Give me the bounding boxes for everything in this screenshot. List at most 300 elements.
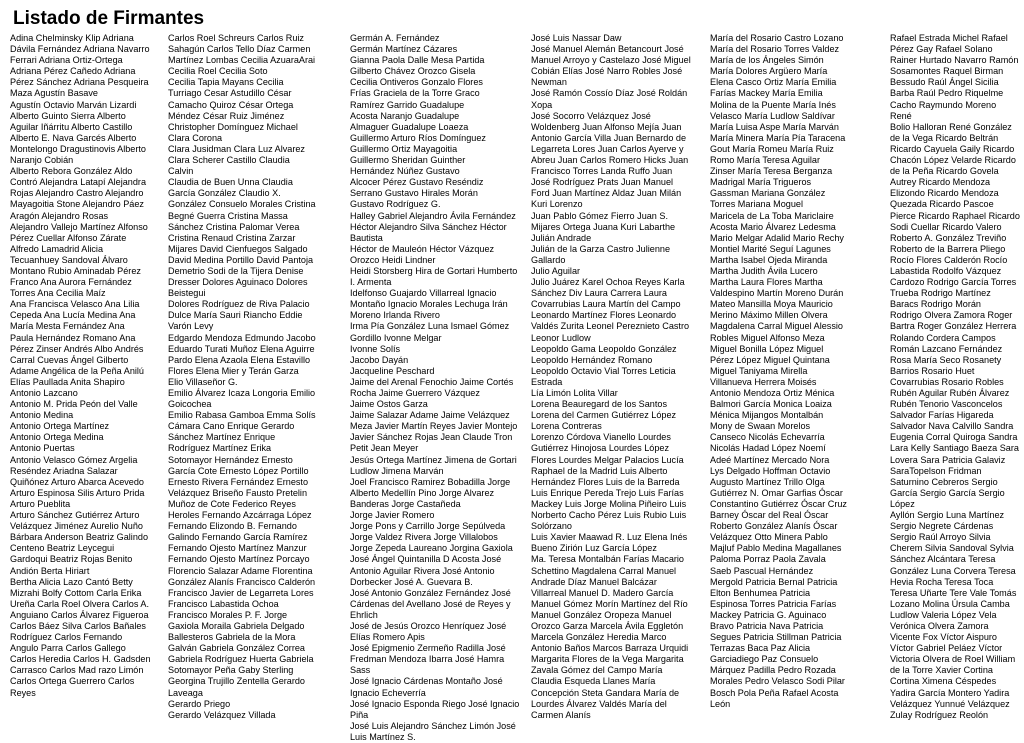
signatory-line: Victoria Olvera de Roel William xyxy=(890,654,1016,665)
signatory-line: Cecilia Ontiveros Gonzalo Flores xyxy=(350,77,483,88)
signatory-line: Halley Gabriel Alejandro Ávila Fernández xyxy=(350,210,516,221)
signatory-line: Mayagoitia Stone Alejandro Páez xyxy=(10,199,144,210)
signatory-line: Arturo Espinosa Silis Arturo Prida xyxy=(10,487,145,498)
signatory-line: Manuel González Oropeza Manuel xyxy=(531,609,672,620)
signatory-line: Cortina Ximena Céspedes xyxy=(890,676,997,687)
signatory-line: Gustavo Rodríguez G. xyxy=(350,199,441,210)
signatory-line: Verónica Olvera Zamora xyxy=(890,620,989,631)
signatory-line: León xyxy=(710,698,731,709)
signatory-line: Sotomayor Hernández Ernesto xyxy=(168,454,293,465)
signatory-line: García Cote Ernesto López Portillo xyxy=(168,465,309,476)
signatory-line: Emilio Álvarez Icaza Longoria Emilio xyxy=(168,388,316,398)
signatory-line: Martha Isabel Ojeda Miranda xyxy=(710,254,828,265)
signatory-line: Petit Jean Meyer xyxy=(350,443,419,454)
signatory-line: Almaguer Guadalupe Loaeza xyxy=(350,121,469,132)
signatory-line: Arturo Pueblita xyxy=(10,498,71,509)
signatories-column-2 xyxy=(168,33,340,720)
signatory-line: Hernández Flores Luis de la Barreda xyxy=(531,476,680,487)
signatory-line: Ludlow Jimena Marván xyxy=(350,465,444,476)
signatory-line: Pérez Zinser Andrés Albo Andrés xyxy=(10,343,144,354)
signatory-line: José Socorro Velázquez José xyxy=(531,110,651,121)
signatory-line: Edgardo Mendoza Edmundo Jacobo xyxy=(168,332,316,343)
signatory-line: I. Armenta xyxy=(350,277,392,288)
signatory-line: Robles Miguel Alfonso Meza xyxy=(710,332,825,343)
signatory-line: Francisco Torres Landa Ruffo Juan xyxy=(531,166,673,177)
signatory-line: Jesús Ortega Martínez Jimena de Gortari xyxy=(350,454,517,465)
signatory-line: Paloma Porraz Paola Zavala xyxy=(710,554,826,565)
signatory-line: Alberto Rebora González Aldo xyxy=(10,166,133,177)
signatory-line: Clara Jusidman Clara Luz Alvarez xyxy=(168,143,305,154)
signatory-line: Carlos Báez Silva Carlos Bañales xyxy=(10,620,146,631)
signatory-line: Gaxiola Moraila Gabriela Delgado xyxy=(168,620,305,631)
signatory-line: Segues Patricia Stillman Patricia xyxy=(710,632,842,643)
signatory-line: Sánchez Cristina Palomar Verea xyxy=(168,221,300,232)
signatory-line: Franco Ana Aurora Fernández xyxy=(10,277,132,288)
signatories-columns xyxy=(0,33,1024,742)
signatory-line: Rafael Estrada Michel Rafael xyxy=(890,33,1008,43)
signatory-line: Román Lazcano Fernández xyxy=(890,343,1003,354)
signatory-line: Augusto Martínez Trillo Olga xyxy=(710,476,825,487)
signatory-line: Francisco Morales P. F. Jorge xyxy=(168,609,288,620)
signatory-line: Luis Martínez S. xyxy=(350,731,416,742)
signatory-line: Montaño Ignacio Morales Lechuga Irán xyxy=(350,299,508,310)
signatory-line: Rainer Hurtado Navarro Ramón xyxy=(890,55,1019,66)
signatory-line: Hevia Rocha Teresa Toca xyxy=(890,576,994,587)
signatory-line: Cacho Raymundo Moreno René xyxy=(890,99,997,121)
signatory-line: Lourdes Álvarez Valdés María del xyxy=(531,698,667,709)
signatory-line: Heroles Fernando Azcárraga López xyxy=(168,510,312,521)
signatory-line: María Minera María Pía Taracena xyxy=(710,132,846,143)
signatory-line: Sergio Negrete Cárdenas xyxy=(890,521,994,532)
signatory-line: Canseco Nicolás Echevarría xyxy=(710,432,825,443)
signatory-line: Gianna Paola Dalle Mesa Partida xyxy=(350,55,485,66)
signatory-line: Ford Juan Martínez Aldaz Juan Milán xyxy=(531,188,682,199)
signatory-line: José Epigmenio Zermeño Radilla José xyxy=(350,643,506,654)
signatory-line: González Consuelo Morales Cristina xyxy=(168,199,316,210)
signatories-column-1 xyxy=(10,33,160,698)
signatory-line: Saturnino Cebreros Sergio xyxy=(890,476,998,487)
signatory-line: Julián Andrade xyxy=(531,232,592,243)
signatory-line: Gerardo Velázquez Villada xyxy=(168,709,276,720)
signatory-line: Manuel Arroyo y Castelazo José Miguel xyxy=(531,55,691,66)
signatory-line: Sosamontes Raquel Birman xyxy=(890,66,1004,77)
signatory-line: Elías Paullada Anita Shapiro xyxy=(10,376,125,387)
signatory-line: Gassman Mariana González xyxy=(710,188,826,199)
signatory-line: Ricardo Cayuela Gaily Ricardo xyxy=(890,143,1015,154)
signatory-line: Ferrari Adriana Ortiz-Ortega xyxy=(10,55,123,66)
signatory-line: Camacho Quiroz César Ortega xyxy=(168,99,294,110)
signatory-line: Bárbara Anderson Beatriz Galindo xyxy=(10,532,149,543)
signatory-line: Bravo Patricia Nava Patricia xyxy=(710,620,824,631)
signatory-line: Garciadiego Paz Consuelo xyxy=(710,654,819,665)
signatory-line: Fernando Ojesto Martínez Manzur xyxy=(168,543,307,554)
signatory-line: Estrada xyxy=(531,376,563,387)
signatory-line: Paula Hernández Romano Ana xyxy=(10,332,136,343)
signatory-line: Elías Romero Apis xyxy=(350,632,425,643)
signatory-line: Acosta Naranjo Guadalupe xyxy=(350,110,460,121)
signatory-line: Carral Cuevas Ángel Gilberto xyxy=(10,354,129,365)
signatory-line: Martha Laura Flores Martha xyxy=(710,277,823,288)
signatory-line: Andrade Díaz Manuel Balcázar xyxy=(531,576,657,587)
signatory-line: Varón Levy xyxy=(168,321,214,332)
signatory-line: Maza Agustín Basave xyxy=(10,88,98,99)
signatory-line: Antonio Lazcano xyxy=(10,388,78,398)
signatory-line: José Luis Alejandro Sánchez Limón José xyxy=(350,720,516,731)
signatory-line: de la Vega Ricardo Beltrán xyxy=(890,132,999,143)
signatory-line: Sass xyxy=(350,665,371,676)
signatory-line: Fernando Elizondo B. Fernando xyxy=(168,521,297,532)
signatory-line: Gutiérrez N. Omar Garfias Óscar xyxy=(710,487,843,498)
document-title: Listado de Firmantes xyxy=(13,8,205,29)
signatory-line: Magdalena Carral Miguel Alessio xyxy=(710,321,843,332)
signatory-line: Turriago Cesar Astudillo César xyxy=(168,88,292,99)
signatory-line: Dolores Rodríguez de Riva Palacio xyxy=(168,299,310,310)
signatory-line: Francisco Javier de Legarreta Lores xyxy=(168,587,314,598)
signatory-line: Flores Elena Mier y Terán Garza xyxy=(168,365,299,376)
signatory-line: Mijares Ortega Juana Kuri Labarthe xyxy=(531,221,676,232)
signatory-line: Antonio M. Prida Peón del Valle xyxy=(10,399,138,410)
signatory-line: Alfredo Lamadrid Alicia xyxy=(10,243,104,254)
signatory-line: José Manuel Alemán Betancourt José xyxy=(531,44,684,55)
signatory-line: Woldenberg Juan Alfonso Mejía Juan xyxy=(531,121,682,132)
signatory-line: Francisco Labastida Ochoa xyxy=(168,598,279,609)
signatory-line: Rolando Cordera Campos xyxy=(890,332,996,343)
signatories-column-5 xyxy=(710,33,882,709)
signatory-line: Barba Raúl Pedro Riquelme xyxy=(890,88,1004,99)
signatory-line: Jorge Zepeda Laureano Jorgina Gaxiola xyxy=(350,543,513,554)
signatory-line: Héctor Alejandro Silva Sánchez Héctor xyxy=(350,221,507,232)
signatory-line: Mario Melgar Adalid Mario Rechy xyxy=(710,232,844,243)
signatory-line: Ana Francisca Velasco Ana Lilia xyxy=(10,299,140,310)
signatory-line: Méndez César Ruiz Jiménez xyxy=(168,110,285,121)
signatory-line: Aguilar Iñárritu Alberto Castillo xyxy=(10,121,133,132)
signatory-line: Aragón Alejandro Rosas xyxy=(10,210,109,221)
signatory-line: Rojas Alejandro Castro Alejandro xyxy=(10,188,144,199)
signatory-line: Elizondo Ricardo Mendoza xyxy=(890,188,999,199)
signatory-line: Balmori García Monica Loaiza xyxy=(710,399,832,410)
signatory-line: Ehrlich xyxy=(350,609,378,620)
signatory-line: SaraTopelson Fridman xyxy=(890,465,982,476)
signatory-line: Germán Martínez Cázares xyxy=(350,44,458,55)
signatory-line: Legarreta Lores Juan Carlos Ayerve y xyxy=(531,143,684,154)
signatory-line: Teresa Uñarte Tere Vale Tomás xyxy=(890,587,1017,598)
signatory-line: Valdés Zurita Leonel Pereznieto Castro xyxy=(531,321,690,332)
signatory-line: Víctor Gabriel Peláez Víctor xyxy=(890,643,1003,654)
signatory-line: Cobián Elías José Narro Robles José xyxy=(531,66,683,77)
signatory-line: Cámara Cano Enrique Gerardo xyxy=(168,421,295,432)
signatory-line: Carrasco Carlos Mad razo Limón xyxy=(10,665,144,676)
signatory-line: Pérez Sánchez Adriana Pesqueira xyxy=(10,77,149,88)
signatory-line: Marcela González Heredia Marco xyxy=(531,632,667,643)
signatory-line: José Ángel Quintanilla D Acosta José xyxy=(350,554,502,565)
signatory-line: María Mesta Fernández Ana xyxy=(10,321,125,332)
signatory-line: Dorbecker José A. Guevara B. xyxy=(350,576,473,587)
signatory-line: Chacón López Velarde Ricardo xyxy=(890,155,1016,166)
signatory-line: Fernando Ojesto Martínez Porcayo xyxy=(168,554,310,565)
signatory-line: Joel Francisco Ramirez Bobadilla Jorge xyxy=(350,476,511,487)
signatory-line: Claudia de Buen Unna Claudia xyxy=(168,177,293,188)
signatory-line: Gordillo Ivonne Melgar xyxy=(350,332,442,343)
signatory-line: Valdespino Martín Moreno Durán xyxy=(710,288,844,299)
signatory-line: José Ignacio Cárdenas Montaño José xyxy=(350,676,503,687)
signatory-line: Florencio Salazar Adame Florentina xyxy=(168,565,313,576)
signatory-line: Antonio Ortega Martínez xyxy=(10,421,110,432)
signatory-line: Labastida Rodolfo Vázquez xyxy=(890,265,1002,276)
signatory-line: Georgina Trujillo Zentella Gerardo xyxy=(168,676,305,687)
signatory-line: Bertha Alicia Lazo Cantó Betty xyxy=(10,576,133,587)
signatory-line: Beistegui xyxy=(168,288,206,299)
signatory-line: Reséndez Ariadna Salazar xyxy=(10,465,118,476)
signatory-line: Covarrubias Laura Martín del Campo xyxy=(531,299,681,310)
signatory-line: Antonio Puertas xyxy=(10,443,75,454)
signatory-line: Gout María Romeu María Ruiz xyxy=(710,143,834,154)
signatory-line: Centeno Beatriz Leycegui xyxy=(10,543,115,554)
signatory-line: Moreno Irlanda Rivero xyxy=(350,310,440,321)
signatory-line: Luis Xavier Maawad R. Luz Elena Inés xyxy=(531,532,688,543)
signatory-line: Christopher Domínguez Michael xyxy=(168,121,298,132)
signatory-line: Javier Sánchez Rojas Jean Claude Tron xyxy=(350,432,513,443)
signatory-line: María Dolores Argüero María xyxy=(710,66,828,77)
signatory-line: Dávila Fernández Adriana Navarro xyxy=(10,44,150,55)
signatory-line: Acosta Mario Álvarez Ledesma xyxy=(710,221,836,232)
signatory-line: Eugenia Corral Quiroga Sandra xyxy=(890,432,1018,443)
signatory-line: Roberto de la Barrera Pliego xyxy=(890,243,1006,254)
signatory-line: José Luis Nassar Daw xyxy=(531,33,622,43)
signatory-line: González Alanís Francisco Calderón xyxy=(168,576,316,587)
signatory-line: Ureña Carla Roel Olvera Carlos A. xyxy=(10,598,149,609)
signatory-line: Rodrigo Olvera Zamora Roger xyxy=(890,310,1013,321)
signatory-line: Agustín Octavio Marván Lizardi xyxy=(10,99,137,110)
signatory-line: Kuri Lorenzo xyxy=(531,199,583,210)
signatory-line: Heidi Storsberg Hira de Gortari Humberto xyxy=(350,265,518,276)
signatory-line: Lía Limón Lolita Villar xyxy=(531,388,618,398)
signatory-line: Saeb Pascual Hernández xyxy=(710,565,814,576)
signatory-line: Elena Casco Ortiz María Emilia xyxy=(710,77,837,88)
signatories-column-3 xyxy=(350,33,524,742)
signatory-line: Villarreal Manuel D. Madero García xyxy=(531,587,674,598)
signatory-line: Cristina Renaud Cristina Zarzar xyxy=(168,232,296,243)
signatory-line: Miguel Bonilla López Miguel xyxy=(710,343,824,354)
signatory-line: Héctor de Mauleón Héctor Vázquez xyxy=(350,243,495,254)
signatory-line: María de los Ángeles Simón xyxy=(710,55,824,66)
signatory-line: Leonardo Martínez Flores Leonardo xyxy=(531,310,677,321)
signatories-column-6 xyxy=(890,33,1020,720)
signatory-line: Montiel Marité Seguí Lagunes xyxy=(710,243,831,254)
signatory-line: José de Jesús Orozco Henríquez José xyxy=(350,620,507,631)
signatory-line: Dresser Dolores Aguinaco Dolores xyxy=(168,277,308,288)
signatory-line: Ma. Teresa Montalbán Farías Macario xyxy=(531,554,684,565)
signatory-line: Claudia Esqueda Llanes María xyxy=(531,676,656,687)
signatory-line: Quezada Ricardo Pascoe xyxy=(890,199,994,210)
signatory-line: Mackey Luis Jorge Molina Piñeiro Luis xyxy=(531,498,687,509)
signatory-line: Goicochea xyxy=(168,399,212,410)
signatory-line: David Medina Portillo David Pantoja xyxy=(168,254,314,265)
signatory-line: Jaime Ostos Garza xyxy=(350,399,428,410)
signatory-line: Carlos Roel Schreurs Carlos Ruiz xyxy=(168,33,304,43)
signatory-line: Martínez Lombas Cecilia AzuaraArai xyxy=(168,55,316,66)
signatory-line: Cepeda Ana Lucía Medina Ana xyxy=(10,310,136,321)
signatory-line: Bueno Zirión Luz García López xyxy=(531,543,657,554)
signatory-line: Leopoldo Gama Leopoldo González xyxy=(531,343,677,354)
signatory-line: Frías Graciela de la Torre Graco xyxy=(350,88,480,99)
signatory-line: Lorena Contreras xyxy=(531,421,602,432)
signatory-line: Espinosa Torres Patricia Farías xyxy=(710,598,837,609)
signatory-line: Antonio Medina xyxy=(10,410,74,421)
signatory-line: María Luisa Aspe María Marván xyxy=(710,121,839,132)
signatory-line: Guillermo Arturo Ríos Domínguez xyxy=(350,132,486,143)
signatory-line: Cardozo Rodrigo García Torres xyxy=(890,277,1017,288)
signatory-line: Angulo Parra Carlos Gallego xyxy=(10,643,126,654)
signatory-line: Bolio Halloran René González xyxy=(890,121,1012,132)
signatory-line: Barrios Rosario Huet xyxy=(890,365,975,376)
signatory-line: Roberto A. González Treviño xyxy=(890,232,1007,243)
signatory-line: Adame Angélica de la Peña Anilú xyxy=(10,365,144,376)
signatory-line: Idelfonso Guajardo Villarreal Ignacio xyxy=(350,288,497,299)
signatory-line: Pérez Cuellar Alfonso Zárate xyxy=(10,232,127,243)
signatory-line: José Antonio González Fernández José xyxy=(350,587,511,598)
signatory-line: Antonio Aguilar Rivera José Antonio xyxy=(350,565,495,576)
signatory-line: Emilio Rabasa Gamboa Emma Solís xyxy=(168,410,316,421)
signatory-line: Pérez Gay Rafael Solano xyxy=(890,44,993,55)
signatory-line: Guillermo Ortiz Mayagoitia xyxy=(350,143,458,154)
signatory-line: Leopoldo Hernández Romano xyxy=(531,354,653,365)
signatory-line: Demetrio Sodi de la Tijera Denise xyxy=(168,265,304,276)
signatory-line: Miguel Taniyama Mirella xyxy=(710,365,808,376)
signatory-line: Hernández Núñez Gustavo xyxy=(350,166,460,177)
signatory-line: Juan Pablo Gómez Fierro Juan S. xyxy=(531,210,668,221)
signatory-line: Zavala Gómez del Campo María xyxy=(531,665,663,676)
signatory-line: Rosa María Seco Rosanety xyxy=(890,354,1002,365)
signatory-line: Concepción Steta Gandara María de xyxy=(531,687,680,698)
signatory-line: Gerardo Priego xyxy=(168,698,231,709)
signatory-line: Farías Mackey María Emilia xyxy=(710,88,823,99)
signatory-line: Clara Scherer Castillo Claudia xyxy=(168,155,290,166)
signatory-line: de la Torre Xavier Cortina xyxy=(890,665,993,676)
signatory-line: Rocha Jaime Guerrero Vázquez xyxy=(350,388,480,398)
signatory-line: Clara Corona xyxy=(168,132,223,143)
signatory-line: Jorge Valdez Rivera Jorge Villalobos xyxy=(350,532,498,543)
signatory-line: María del Rosario Castro Lozano xyxy=(710,33,844,43)
signatory-line: Pierce Ricardo Raphael Ricardo xyxy=(890,210,1020,221)
signatory-line: Cecilia Roel Cecilia Soto xyxy=(168,66,268,77)
signatory-line: Sotomayor Peña Gaby Sterling xyxy=(168,665,294,676)
signatory-line: Jacqueline Peschard xyxy=(350,365,435,376)
signatory-line: Lorena Beauregard de los Santos xyxy=(531,399,667,410)
signatory-line: Ludlow Valeria López Vela xyxy=(890,609,997,620)
signatory-line: Sánchez Div Laura Carrera Laura xyxy=(531,288,667,299)
signatory-line: Quiñónez Arturo Abarca Acevedo xyxy=(10,476,144,487)
signatory-line: Gutiérrez Hinojosa Lourdes López xyxy=(531,443,670,454)
signatory-line: Manuel Gómez Morín Martínez del Río xyxy=(531,598,688,609)
signatory-line: Newman xyxy=(531,77,567,88)
signatory-line: José Ignacio Esponda Riego José Ignacio xyxy=(350,698,520,709)
signatory-line: Villanueva Herrera Moisés xyxy=(710,376,817,387)
signatory-line: Montano Rubio Aminadab Pérez xyxy=(10,265,141,276)
signatory-line: Antonio Ortega Medina xyxy=(10,432,104,443)
signatory-line: Xopa xyxy=(531,99,553,110)
signatory-line: Reyes xyxy=(10,687,36,698)
signatory-line: Schettino Magdalena Carral Manuel xyxy=(531,565,677,576)
signatory-line: Arturo Sánchez Gutiérrez Arturo xyxy=(10,510,140,521)
signatory-line: Jaime del Arenal Fenochio Jaime Cortés xyxy=(350,376,514,387)
signatory-line: Bosch Pola Peña Rafael Acosta xyxy=(710,687,839,698)
signatory-line: García Sergio García Sergio López xyxy=(890,487,1005,509)
signatory-line: Adina Chelminsky Klip Adriana xyxy=(10,33,134,43)
signatory-line: José Rodríguez Prats Juan Manuel xyxy=(531,177,674,188)
signatory-line: Antonio Baños Marcos Barraza Urquidi xyxy=(531,643,689,654)
signatory-line: Luis Enrique Pereda Trejo Luis Farías xyxy=(531,487,684,498)
signatory-line: Zinser María Teresa Berganza xyxy=(710,166,833,177)
signatory-line: Adriana Pérez Cañedo Adriana xyxy=(10,66,136,77)
signatory-line: Begné Guerra Cristina Massa xyxy=(168,210,288,221)
signatory-line: Lara Kelly Santiago Baeza Sara xyxy=(890,443,1019,454)
signatory-line: Constantino Gutiérrez Óscar Cruz xyxy=(710,498,847,509)
signatory-line: Contró Alejandra Latapí Alejandra xyxy=(10,177,146,188)
signatory-line: Gabriela Rodríguez Huerta Gabriela xyxy=(168,654,314,665)
signatory-line: Muñoz de Cote Federico Reyes xyxy=(168,498,296,509)
signatory-line: Cecilia Tapia Mayans Cecilia xyxy=(168,77,284,88)
signatory-line: Dulce María Sauri Riancho Eddie xyxy=(168,310,303,321)
signatory-line: Pardo Elena Azaola Elena Estavillo xyxy=(168,354,311,365)
signatory-line: Norberto Cacho Pérez Luis Rubio Luis xyxy=(531,510,687,521)
signatory-line: Galindo Fernando García Ramírez xyxy=(168,532,308,543)
signatory-line: Morales Pedro Velasco Sodi Pilar xyxy=(710,676,845,687)
signatory-line: Torres Mariana Moguel xyxy=(710,199,803,210)
signatory-line: Covarrubias Rosario Robles xyxy=(890,376,1004,387)
signatory-line: Adeé Martínez Mercado Nora xyxy=(710,454,830,465)
signatory-line: Torres Ana Cecilia Maíz xyxy=(10,288,106,299)
signatory-line: Ivonne Solís xyxy=(350,343,401,354)
signatory-line: Alejandro Vallejo Martínez Alfonso xyxy=(10,221,148,232)
signatory-line: Gardoqui Beatriz Rojas Benito xyxy=(10,554,133,565)
signatory-line: Leonor Ludlow xyxy=(531,332,591,343)
signatory-line: Guillermo Sheridan Guinther xyxy=(350,155,466,166)
signatory-line: Julio Aguilar xyxy=(531,265,581,276)
signatory-line: Calvin xyxy=(168,166,194,177)
signatory-line: Mackey Patricia G. Aguinaco xyxy=(710,609,827,620)
signatory-line: Orozco Garza Marcela Ávila Eggletón xyxy=(531,620,684,631)
signatory-line: María del Rosario Torres Valdez xyxy=(710,44,840,55)
signatory-line: Martha Judith Ávila Lucero xyxy=(710,265,818,276)
signatory-line: Flores Lourdes Melgar Palacios Lucía xyxy=(531,454,684,465)
signatory-line: Irma Pía González Luna Ismael Gómez xyxy=(350,321,510,332)
signatory-line: Zulay Rodríguez Reolón xyxy=(890,709,989,720)
signatory-line: Rocío Flores Calderón Rocío xyxy=(890,254,1008,265)
signatory-line: Ignacio Echeverría xyxy=(350,687,426,698)
signatory-line: Romo María Teresa Aguilar xyxy=(710,155,821,166)
signatory-line: Jorge Pons y Carrillo Jorge Sepúlveda xyxy=(350,521,506,532)
signatory-line: Alcocer Pérez Gustavo Reséndiz xyxy=(350,177,484,188)
signatory-line: Jorge Javier Romero xyxy=(350,510,435,521)
signatory-line: Velázquez Otto Minera Pablo xyxy=(710,532,828,543)
signatory-line: Orozco Heidi Lindner xyxy=(350,254,436,265)
signatory-line: Antonio García Villa Juan Bernardo de xyxy=(531,132,687,143)
signatory-line: de la Peña Ricardo Govela xyxy=(890,166,999,177)
signatory-line: Sergio Raúl Arroyo Silvia xyxy=(890,532,991,543)
signatory-line: Roberto González Alanís Óscar xyxy=(710,521,838,532)
signatory-line: Solórzano xyxy=(531,521,572,532)
signatory-line: Ménica Mijangos Montalbán xyxy=(710,410,824,421)
signatory-line: Vicente Fox Víctor Aispuro xyxy=(890,632,997,643)
signatory-line: Rodríguez Martínez Erika xyxy=(168,443,272,454)
signatory-line: Rubén Tenorio Vasconcelos xyxy=(890,399,1003,410)
signatory-line: Mergold Patricia Bernal Patricia xyxy=(710,576,838,587)
signatory-line: Raphael de la Madrid Luis Alberto xyxy=(531,465,668,476)
signatory-line: Jacobo Dayán xyxy=(350,354,409,365)
signatory-line: Autrey Ricardo Mendoza xyxy=(890,177,991,188)
signatory-line: Bautista xyxy=(350,232,383,243)
signatory-line: Velázquez Jiménez Aurelio Nuño xyxy=(10,521,143,532)
